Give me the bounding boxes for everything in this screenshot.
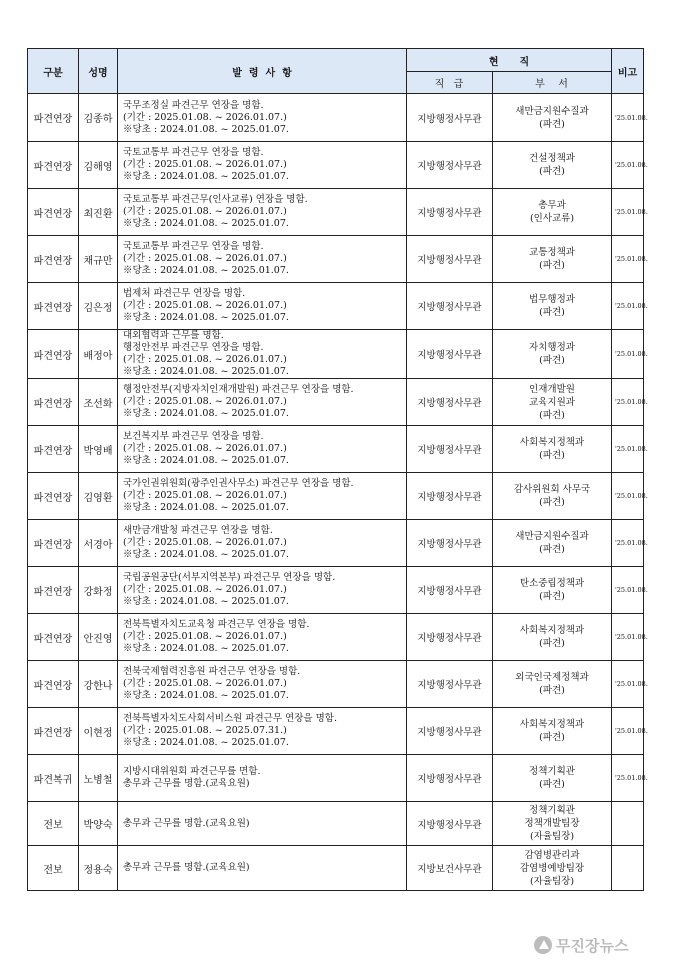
name-cell: 강화정 <box>79 567 118 614</box>
name-cell: 조선화 <box>79 379 118 426</box>
dept-cell <box>493 473 612 520</box>
dept-line: 새만금지원수질과 <box>515 531 589 542</box>
table-row <box>28 426 644 473</box>
order-line: 법제처 파견근무 연장을 명함. <box>123 288 246 299</box>
order-line: 국토교통부 파견근무 연장을 명함. <box>123 241 264 252</box>
header-note: 비고 <box>612 49 644 94</box>
dept-line: (인사교류) <box>529 213 575 224</box>
order-line: 총무과 근무를 명함.(교육요원) <box>123 862 250 873</box>
order-line: 지방시대위원회 파견근무를 면함. <box>123 766 261 777</box>
order-line: 국립공원공단(서부지역본부) 파견근무 연장을 명함. <box>123 572 336 583</box>
dept-cell <box>493 189 612 236</box>
dept-line: 사회복지정책과 <box>519 625 585 636</box>
name-cell: 박영배 <box>79 426 118 473</box>
order-line: (기간 : 2025.01.08. ~ 2026.01.07.) <box>123 396 287 407</box>
name-cell: 김영환 <box>79 473 118 520</box>
order-line: ※당초 : 2024.01.08. ~ 2025.01.07. <box>123 502 289 513</box>
note-cell: '25.01.08. <box>612 755 644 802</box>
order-cell <box>118 567 407 614</box>
order-cell <box>118 142 407 189</box>
order-line: (기간 : 2025.01.08. ~ 2025.07.31.) <box>123 725 287 736</box>
dept-line: 정책개발팀장 <box>524 818 580 829</box>
category-cell: 파견연장 <box>28 94 79 142</box>
note-cell <box>612 802 644 846</box>
news-logo-icon <box>534 936 552 954</box>
dept-line: 새만금지원수질과 <box>515 105 589 117</box>
table-row <box>28 755 644 802</box>
dept-line: (파견) <box>539 497 565 508</box>
category-cell: 파견복귀 <box>28 755 79 802</box>
name-cell: 강한나 <box>79 661 118 708</box>
dept-line: 인재개발원 <box>529 383 575 395</box>
order-line: ※당초 : 2024.01.08. ~ 2025.01.07. <box>123 123 289 135</box>
order-line: ※당초 : 2024.01.08. ~ 2025.01.07. <box>123 596 289 607</box>
dept-line: 총무과 <box>538 200 566 211</box>
category-cell: 전보 <box>28 846 79 891</box>
rank-cell: 지방행정사무관 <box>407 330 493 379</box>
watermark-text: 무진장뉴스 <box>556 936 629 955</box>
order-line: (기간 : 2025.01.08. ~ 2026.01.07.) <box>123 631 287 642</box>
dept-line: (자율팀장) <box>529 831 575 842</box>
dept-line: (파견) <box>539 409 565 421</box>
category-cell: 파견연장 <box>28 426 79 473</box>
category-cell: 파견연장 <box>28 142 79 189</box>
order-line: ※당초 : 2024.01.08. ~ 2025.01.07. <box>123 171 289 182</box>
order-cell <box>118 426 407 473</box>
order-line: ※당초 : 2024.01.08. ~ 2025.01.07. <box>123 643 289 654</box>
name-cell: 노병철 <box>79 755 118 802</box>
dept-line: (파견) <box>539 591 565 602</box>
dept-line: (파견) <box>539 450 565 461</box>
dept-line: 감염병예방팀장 <box>519 862 585 874</box>
dept-line: (파견) <box>539 685 565 696</box>
table-row <box>28 379 644 426</box>
note-cell: '25.01.08. <box>612 379 644 426</box>
rank-cell: 지방행정사무관 <box>407 708 493 755</box>
order-line: 대외협력과 근무를 명함. <box>123 330 224 341</box>
header-name: 성명 <box>79 49 118 94</box>
order-line: (기간 : 2025.01.08. ~ 2026.01.07.) <box>123 443 287 454</box>
table-row <box>28 236 644 283</box>
name-cell: 안진영 <box>79 614 118 661</box>
category-cell: 파견연장 <box>28 614 79 661</box>
order-line: 총무과 근무를 명함.(교육요원) <box>123 778 250 789</box>
order-line: (기간 : 2025.01.08. ~ 2026.01.07.) <box>123 253 287 264</box>
name-cell: 최진환 <box>79 189 118 236</box>
category-cell: 파견연장 <box>28 661 79 708</box>
category-cell: 파견연장 <box>28 236 79 283</box>
order-line: ※당초 : 2024.01.08. ~ 2025.01.07. <box>123 690 289 701</box>
header-category: 구분 <box>28 49 79 94</box>
dept-line: 교육지원과 <box>529 396 575 408</box>
dept-line: 감염병관리과 <box>524 849 580 861</box>
category-cell: 파견연장 <box>28 567 79 614</box>
order-line: (기간 : 2025.01.08. ~ 2026.01.07.) <box>123 584 287 595</box>
rank-cell: 지방행정사무관 <box>407 94 493 142</box>
rank-cell: 지방행정사무관 <box>407 283 493 330</box>
rank-cell: 지방행정사무관 <box>407 661 493 708</box>
note-cell: '25.01.08. <box>612 142 644 189</box>
name-cell: 정용숙 <box>79 846 118 891</box>
dept-line: (파견) <box>539 166 565 177</box>
rank-cell: 지방행정사무관 <box>407 379 493 426</box>
rank-cell: 지방행정사무관 <box>407 236 493 283</box>
note-cell <box>612 846 644 891</box>
note-cell: '25.01.08. <box>612 283 644 330</box>
table-row <box>28 520 644 567</box>
order-line: (기간 : 2025.01.08. ~ 2026.01.07.) <box>123 206 287 217</box>
order-cell <box>118 330 407 379</box>
name-cell: 김해영 <box>79 142 118 189</box>
order-line: 전북특별자치도교육청 파견근무 연장을 명함. <box>123 619 310 630</box>
name-cell: 서경아 <box>79 520 118 567</box>
dept-cell <box>493 567 612 614</box>
rank-cell: 지방행정사무관 <box>407 189 493 236</box>
order-line: 행정안전부(지방자치인재개발원) 파견근무 연장을 명함. <box>123 384 354 395</box>
order-line: 전북국제협력진흥원 파견근무 연장을 명함. <box>123 666 301 677</box>
order-line: ※당초 : 2024.01.08. ~ 2025.01.07. <box>123 549 289 560</box>
order-cell <box>118 283 407 330</box>
order-line: (기간 : 2025.01.08. ~ 2026.01.07.) <box>123 354 287 365</box>
dept-cell <box>493 802 612 846</box>
dept-cell <box>493 236 612 283</box>
note-cell: '25.01.08. <box>612 473 644 520</box>
rank-cell: 지방행정사무관 <box>407 567 493 614</box>
order-line: 국가인권위원회(광주인권사무소) 파견근무 연장을 명함. <box>123 478 354 489</box>
table-row <box>28 567 644 614</box>
note-cell: '25.01.08. <box>612 236 644 283</box>
dept-line: (파견) <box>539 307 565 318</box>
dept-cell <box>493 846 612 891</box>
order-line: ※당초 : 2024.01.08. ~ 2025.01.07. <box>123 218 289 229</box>
header-dept: 부 서 <box>493 72 612 94</box>
dept-cell <box>493 755 612 802</box>
note-cell: '25.01.08. <box>612 94 644 142</box>
dept-line: (자율팀장) <box>529 875 575 887</box>
order-cell <box>118 189 407 236</box>
table-row <box>28 330 644 379</box>
table-row <box>28 189 644 236</box>
table-row <box>28 94 644 142</box>
order-line: ※당초 : 2024.01.08. ~ 2025.01.07. <box>123 455 289 466</box>
rank-cell: 지방행정사무관 <box>407 802 493 846</box>
order-line: 전북특별자치도사회서비스원 파견근무 연장을 명함. <box>123 713 337 724</box>
order-line: 새만금개발청 파견근무 연장을 명함. <box>123 525 273 536</box>
order-line: ※당초 : 2024.01.08. ~ 2025.01.07. <box>123 408 289 419</box>
table-row <box>28 846 644 891</box>
table-row <box>28 708 644 755</box>
watermark <box>534 932 674 958</box>
rank-cell: 지방보건사무관 <box>407 846 493 891</box>
dept-cell <box>493 520 612 567</box>
name-cell: 채규만 <box>79 236 118 283</box>
header-rank: 직 급 <box>407 72 493 94</box>
dept-line: (파견) <box>539 355 565 366</box>
dept-line: 자치행정과 <box>529 342 575 353</box>
note-cell: '25.01.08. <box>612 614 644 661</box>
table-row <box>28 661 644 708</box>
order-line: (기간 : 2025.01.08. ~ 2026.01.07.) <box>123 159 287 170</box>
dept-cell <box>493 94 612 142</box>
category-cell: 파견연장 <box>28 283 79 330</box>
order-line: 국토교통부 파견근무(인사교류) 연장을 명함. <box>123 194 308 205</box>
order-line: (기간 : 2025.01.08. ~ 2026.01.07.) <box>123 111 287 123</box>
dept-line: 정책기획관 <box>529 805 575 816</box>
rank-cell: 지방행정사무관 <box>407 426 493 473</box>
personnel-table <box>27 48 648 891</box>
order-line: ※당초 : 2024.01.08. ~ 2025.01.07. <box>123 366 289 377</box>
rank-cell: 지방행정사무관 <box>407 142 493 189</box>
dept-cell <box>493 661 612 708</box>
header-current: 현 직 <box>407 49 612 72</box>
dept-line: 사회복지정책과 <box>519 719 585 730</box>
rank-cell: 지방행정사무관 <box>407 520 493 567</box>
dept-cell <box>493 142 612 189</box>
order-line: 총무과 근무를 명함.(교육요원) <box>123 817 250 829</box>
name-cell: 배정아 <box>79 330 118 379</box>
order-cell <box>118 708 407 755</box>
order-cell <box>118 473 407 520</box>
order-cell <box>118 802 407 846</box>
order-line: (기간 : 2025.01.08. ~ 2026.01.07.) <box>123 490 287 501</box>
order-line: (기간 : 2025.01.08. ~ 2026.01.07.) <box>123 537 287 548</box>
category-cell: 파견연장 <box>28 189 79 236</box>
category-cell: 전보 <box>28 802 79 846</box>
dept-line: (파견) <box>539 732 565 743</box>
dept-line: (파견) <box>539 118 565 130</box>
order-line: (기간 : 2025.01.08. ~ 2026.01.07.) <box>123 300 287 311</box>
table-row <box>28 283 644 330</box>
dept-line: 교통정책과 <box>529 247 575 258</box>
order-cell <box>118 236 407 283</box>
name-cell: 김은정 <box>79 283 118 330</box>
name-cell: 김종하 <box>79 94 118 142</box>
category-cell: 파견연장 <box>28 520 79 567</box>
dept-line: 건설정책과 <box>529 153 575 164</box>
dept-line: (파견) <box>539 779 565 790</box>
category-cell: 파견연장 <box>28 473 79 520</box>
table-row <box>28 473 644 520</box>
rank-cell: 지방행정사무관 <box>407 473 493 520</box>
note-cell: '25.01.08. <box>612 426 644 473</box>
header-order: 발 령 사 항 <box>118 49 407 94</box>
dept-line: 정책기획관 <box>529 766 575 777</box>
order-cell <box>118 661 407 708</box>
dept-line: (파견) <box>539 260 565 271</box>
dept-cell <box>493 426 612 473</box>
category-cell: 파견연장 <box>28 379 79 426</box>
order-line: 행정안전부 파견근무 연장을 명함. <box>123 342 264 353</box>
dept-cell <box>493 708 612 755</box>
name-cell: 박양숙 <box>79 802 118 846</box>
dept-cell <box>493 379 612 426</box>
order-line: ※당초 : 2024.01.08. ~ 2025.01.07. <box>123 265 289 276</box>
note-cell: '25.01.08. <box>612 567 644 614</box>
order-line: (기간 : 2025.01.08. ~ 2026.01.07.) <box>123 678 287 689</box>
note-cell: '25.01.08. <box>612 520 644 567</box>
order-line: ※당초 : 2024.01.08. ~ 2025.01.07. <box>123 312 289 323</box>
note-cell: '25.01.08. <box>612 189 644 236</box>
category-cell: 파견연장 <box>28 330 79 379</box>
category-cell: 파견연장 <box>28 708 79 755</box>
dept-line: (파견) <box>539 638 565 649</box>
dept-line: 감사위원회 사무국 <box>513 484 591 495</box>
rank-cell: 지방행정사무관 <box>407 614 493 661</box>
order-cell <box>118 94 407 142</box>
dept-line: 사회복지정책과 <box>519 437 585 448</box>
dept-cell <box>493 283 612 330</box>
table-row <box>28 142 644 189</box>
dept-line: 탄소중립정책과 <box>519 578 585 589</box>
table-body <box>28 94 648 891</box>
dept-cell <box>493 330 612 379</box>
order-cell <box>118 846 407 891</box>
order-line: 보건복지부 파견근무 연장을 명함. <box>123 431 264 442</box>
table-row <box>28 614 644 661</box>
order-line: 국무조정실 파견근무 연장을 명함. <box>123 99 264 111</box>
note-cell: '25.01.08. <box>612 708 644 755</box>
dept-line: (파견) <box>539 544 565 555</box>
order-cell <box>118 379 407 426</box>
order-cell <box>118 614 407 661</box>
table-row <box>28 802 644 846</box>
note-cell: '25.01.08. <box>612 661 644 708</box>
dept-line: 외국인국제정책과 <box>515 672 589 683</box>
dept-line: 법무행정과 <box>529 294 575 305</box>
order-cell <box>118 520 407 567</box>
rank-cell: 지방행정사무관 <box>407 755 493 802</box>
note-cell: '25.01.08. <box>612 330 644 379</box>
name-cell: 이현정 <box>79 708 118 755</box>
order-line: 국토교통부 파견근무 연장을 명함. <box>123 147 264 158</box>
order-line: ※당초 : 2024.01.08. ~ 2025.01.07. <box>123 737 289 748</box>
dept-cell <box>493 614 612 661</box>
order-cell <box>118 755 407 802</box>
